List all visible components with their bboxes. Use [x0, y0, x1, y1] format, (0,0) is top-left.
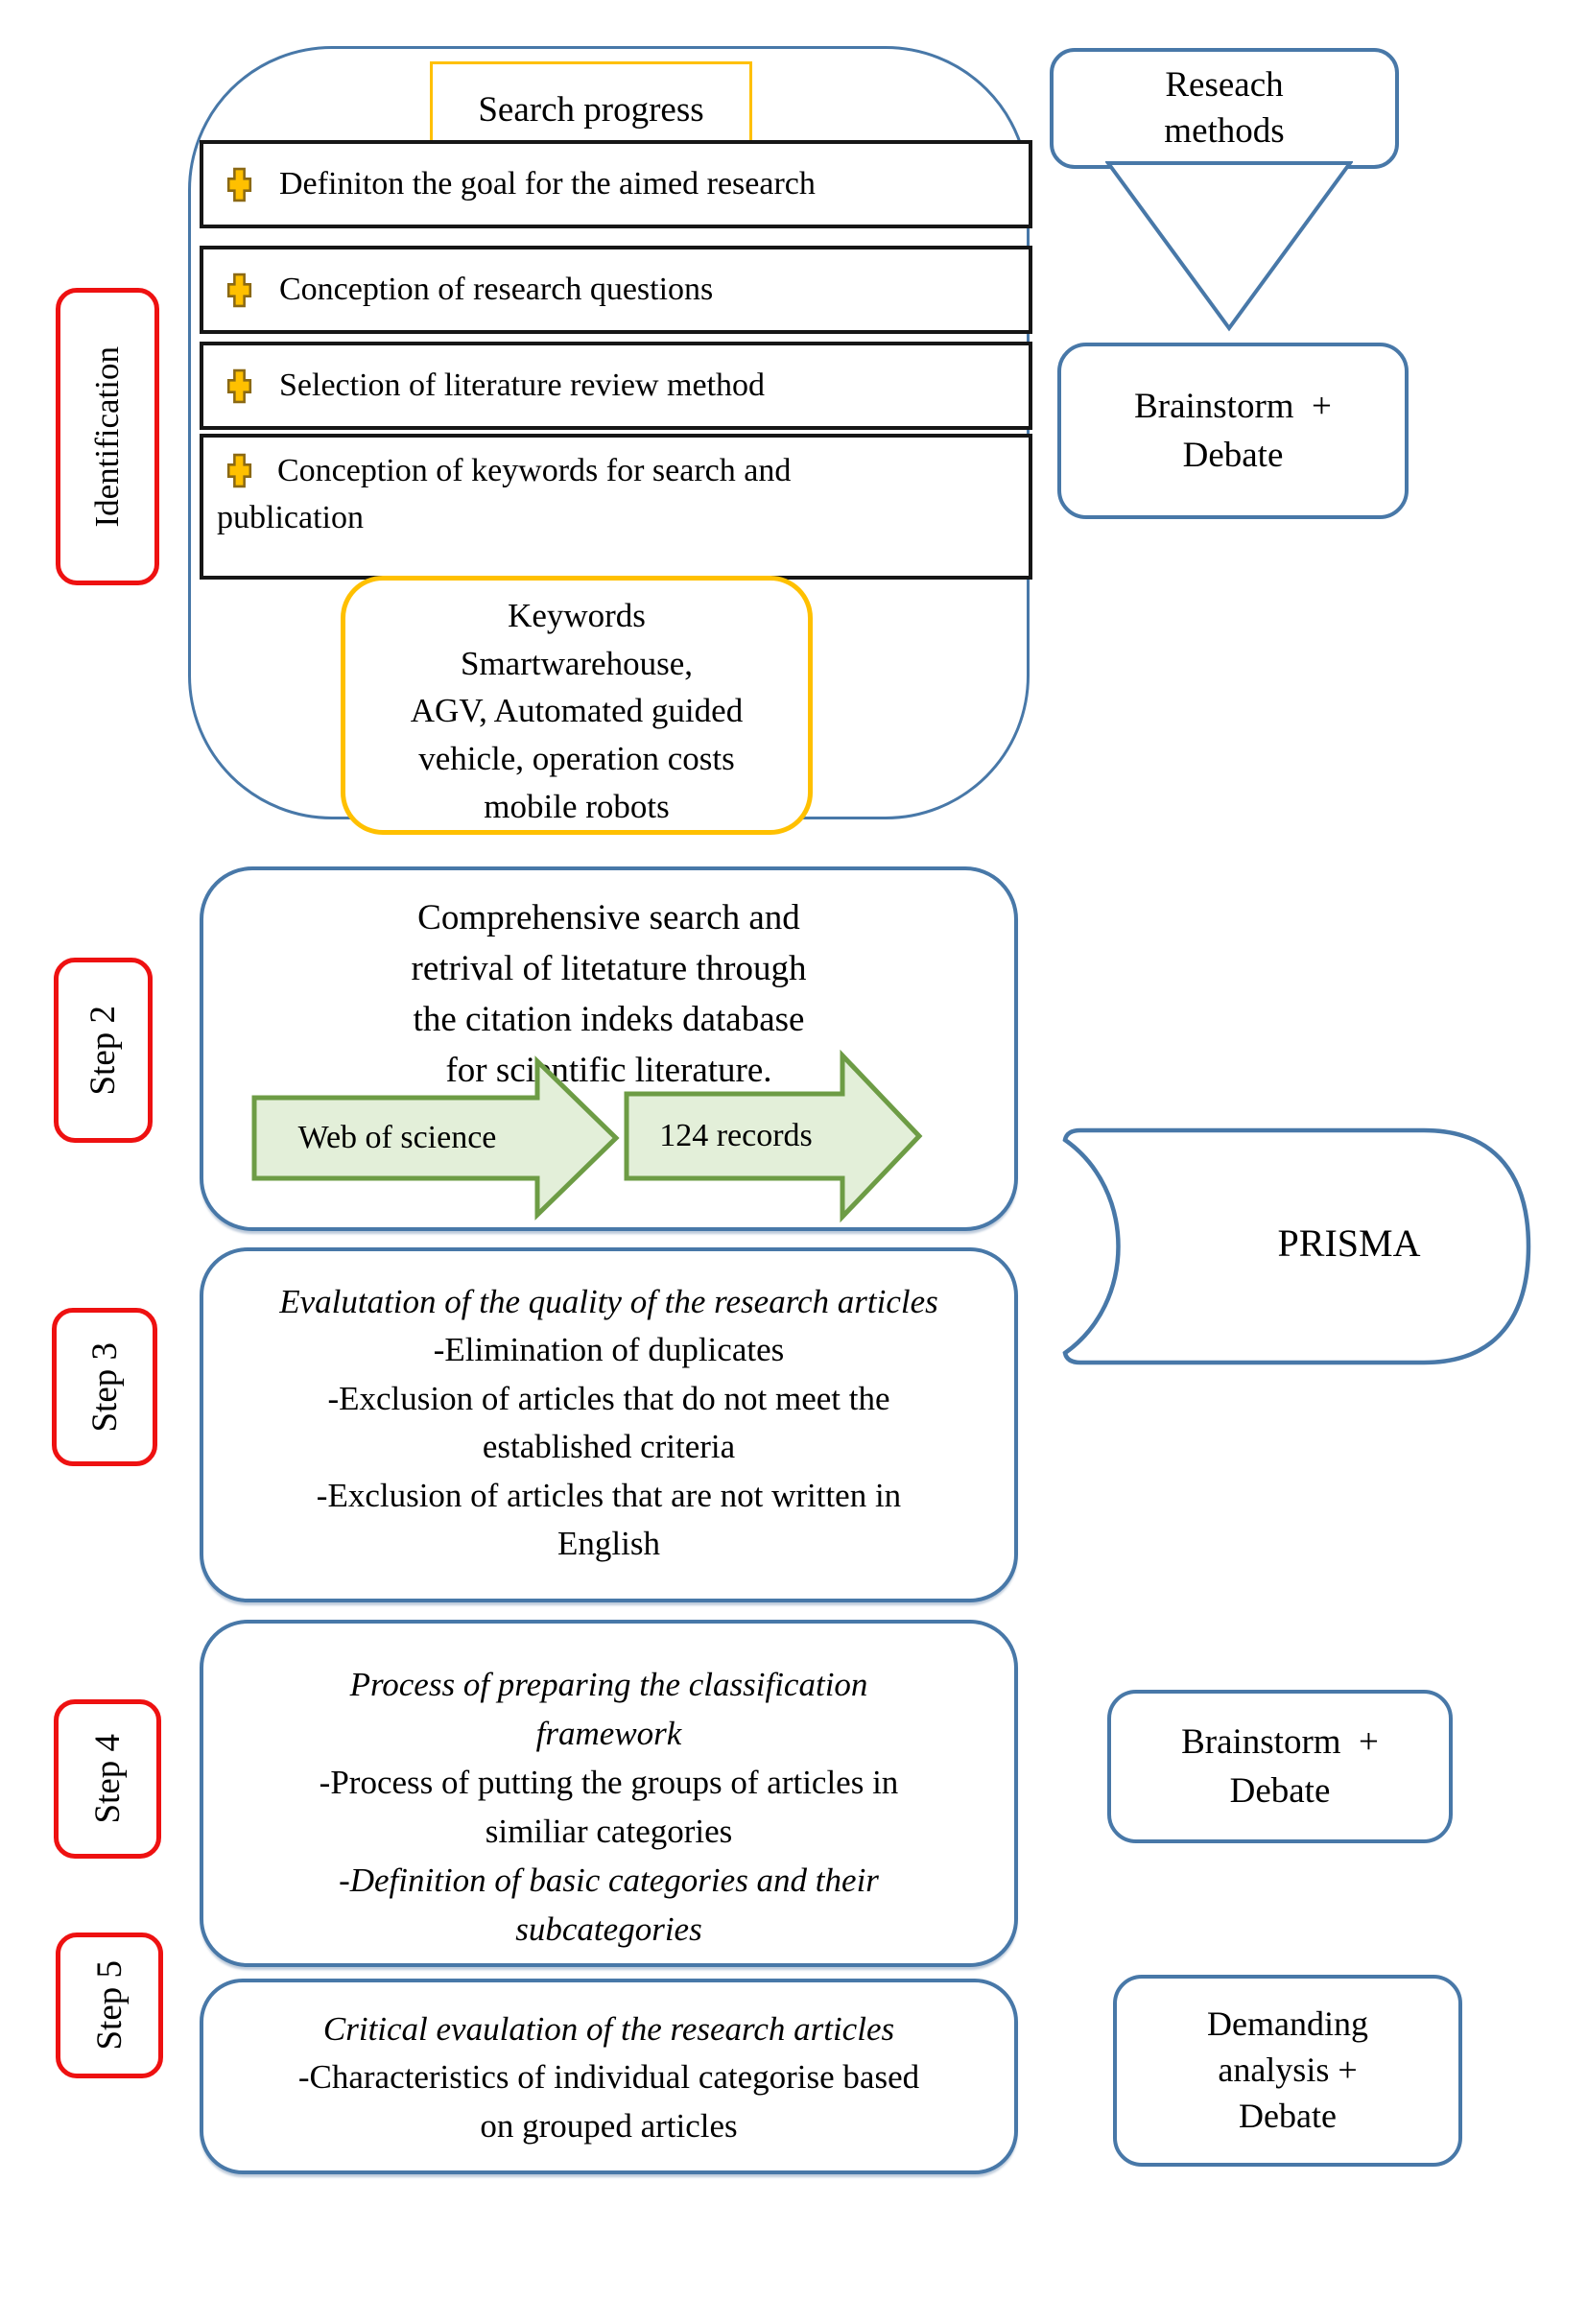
step3-line: -Elimination of duplicates	[433, 1331, 785, 1369]
step4-side-line: Brainstorm +	[1181, 1721, 1379, 1762]
research-methods-line: methods	[1164, 111, 1285, 151]
step4-side-line: Debate	[1229, 1771, 1331, 1811]
step5-side-line: analysis +	[1218, 2051, 1358, 2090]
step3-line: English	[557, 1524, 660, 1562]
search-item-3	[200, 342, 1032, 430]
step4-line: subcategories	[515, 1910, 702, 1949]
plus-icon	[226, 273, 252, 308]
plus-icon	[226, 453, 252, 488]
search-item-1	[200, 140, 1032, 228]
prisma-label: PRISMA	[1277, 1221, 1421, 1265]
step2-line: the citation indeks database	[413, 999, 805, 1039]
search-item-text: Selection of literature review method	[279, 368, 766, 403]
search-item-text: Definiton the goal for the aimed research	[279, 166, 816, 202]
step5-box	[200, 1979, 1018, 2174]
identification-label-text: Identification	[88, 345, 126, 528]
step4-line: similiar categories	[485, 1813, 733, 1851]
records-arrow	[624, 1044, 926, 1228]
brainstorm-debate-box	[1057, 343, 1409, 519]
research-methods-box	[1050, 48, 1399, 169]
funnel-triangle-icon	[1105, 160, 1353, 333]
step5-label-text: Step 5	[89, 1960, 130, 2051]
step5-side-line: Demanding	[1207, 2004, 1368, 2044]
step2-line: Comprehensive search and	[417, 898, 800, 937]
brainstorm-line: Brainstorm +	[1134, 386, 1332, 426]
step4-box	[200, 1620, 1018, 1967]
search-item-text-line2: publication	[217, 500, 364, 536]
step5-side-line: Debate	[1239, 2096, 1337, 2135]
step2-label	[54, 958, 153, 1143]
research-methods-line: Reseach	[1165, 64, 1284, 105]
step3-line: established criteria	[482, 1428, 736, 1466]
step5-label	[56, 1933, 163, 2078]
step5-line: -Characteristics of individual categorise based	[297, 2058, 920, 2097]
step4-line: -Process of putting the groups of articles in	[319, 1764, 899, 1802]
records-count-label: 124 records	[659, 1118, 813, 1153]
keywords-line: Smartwarehouse,	[460, 644, 693, 682]
search-progress-title: Search progress	[478, 89, 704, 130]
keywords-line: vehicle, operation costs	[418, 740, 735, 778]
keywords-line: AGV, Automated guided	[410, 692, 744, 730]
step2-label-text: Step 2	[83, 1005, 123, 1096]
step3-line: Evalutation of the quality of the research articles	[279, 1283, 938, 1320]
identification-label	[56, 288, 159, 585]
search-item-2	[200, 246, 1032, 334]
web-of-science-arrow	[251, 1052, 621, 1224]
step3-line: -Exclusion of articles that are not written in	[316, 1476, 902, 1514]
step3-box	[200, 1247, 1018, 1602]
keywords-line: Keywords	[508, 597, 646, 634]
step5-line: on grouped articles	[480, 2106, 738, 2145]
step3-label	[52, 1308, 157, 1466]
step3-label-text: Step 3	[84, 1341, 125, 1433]
step3-line: -Exclusion of articles that do not meet the	[327, 1379, 890, 1417]
plus-icon	[226, 167, 252, 202]
keywords-line: mobile robots	[484, 787, 670, 825]
brainstorm-line: Debate	[1182, 436, 1284, 475]
search-item-4	[200, 434, 1032, 580]
step4-line: -Definition of basic categories and their	[339, 1862, 879, 1900]
step4-label-text: Step 4	[87, 1734, 128, 1824]
step4-line: Process of preparing the classification	[349, 1666, 868, 1703]
step4-brainstorm-debate-box	[1107, 1690, 1453, 1843]
keywords-box	[341, 576, 813, 835]
step2-line: retrival of litetature through	[411, 948, 807, 988]
search-item-text: Conception of research questions	[279, 272, 714, 307]
step4-label	[54, 1699, 161, 1859]
web-of-science-label: Web of science	[297, 1120, 497, 1155]
plus-icon	[226, 368, 252, 404]
search-item-text: Conception of keywords for search and	[277, 453, 792, 488]
step2-line: for scientific literature.	[445, 1050, 772, 1090]
step5-line: Critical evaulation of the research articles	[322, 2010, 895, 2048]
step4-line: framework	[535, 1715, 682, 1753]
demanding-analysis-box	[1113, 1975, 1462, 2167]
